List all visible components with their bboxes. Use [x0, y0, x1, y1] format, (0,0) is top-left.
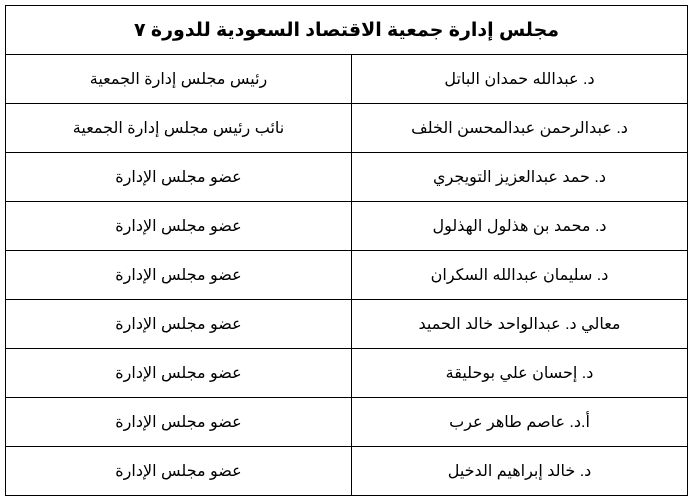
- table-row: [6, 104, 688, 153]
- table-row: [6, 398, 688, 447]
- table-title: مجلس إدارة جمعية الاقتصاد السعودية للدورة ٧: [6, 6, 688, 55]
- member-name: د. عبدالله حمدان الباتل: [352, 55, 688, 104]
- board-members-table: [5, 5, 688, 496]
- member-name: د. عبدالرحمن عبدالمحسن الخلف: [352, 104, 688, 153]
- member-role: عضو مجلس الإدارة: [6, 202, 352, 251]
- member-name: د. محمد بن هذلول الهذلول: [352, 202, 688, 251]
- table-row: [6, 349, 688, 398]
- title-row: [6, 6, 688, 55]
- table-row: [6, 153, 688, 202]
- member-role: نائب رئيس مجلس إدارة الجمعية: [6, 104, 352, 153]
- member-name: أ.د. عاصم طاهر عرب: [352, 398, 688, 447]
- member-name: معالي د. عبدالواحد خالد الحميد: [352, 300, 688, 349]
- table-row: [6, 55, 688, 104]
- member-role: عضو مجلس الإدارة: [6, 349, 352, 398]
- member-role: عضو مجلس الإدارة: [6, 447, 352, 496]
- member-name: د. سليمان عبدالله السكران: [352, 251, 688, 300]
- member-role: عضو مجلس الإدارة: [6, 300, 352, 349]
- member-role: عضو مجلس الإدارة: [6, 398, 352, 447]
- member-role: عضو مجلس الإدارة: [6, 153, 352, 202]
- table-row: [6, 447, 688, 496]
- table-row: [6, 202, 688, 251]
- member-name: د. خالد إبراهيم الدخيل: [352, 447, 688, 496]
- table-row: [6, 300, 688, 349]
- member-role: رئيس مجلس إدارة الجمعية: [6, 55, 352, 104]
- member-name: د. حمد عبدالعزيز التويجري: [352, 153, 688, 202]
- table-row: [6, 251, 688, 300]
- member-name: د. إحسان علي بوحليقة: [352, 349, 688, 398]
- member-role: عضو مجلس الإدارة: [6, 251, 352, 300]
